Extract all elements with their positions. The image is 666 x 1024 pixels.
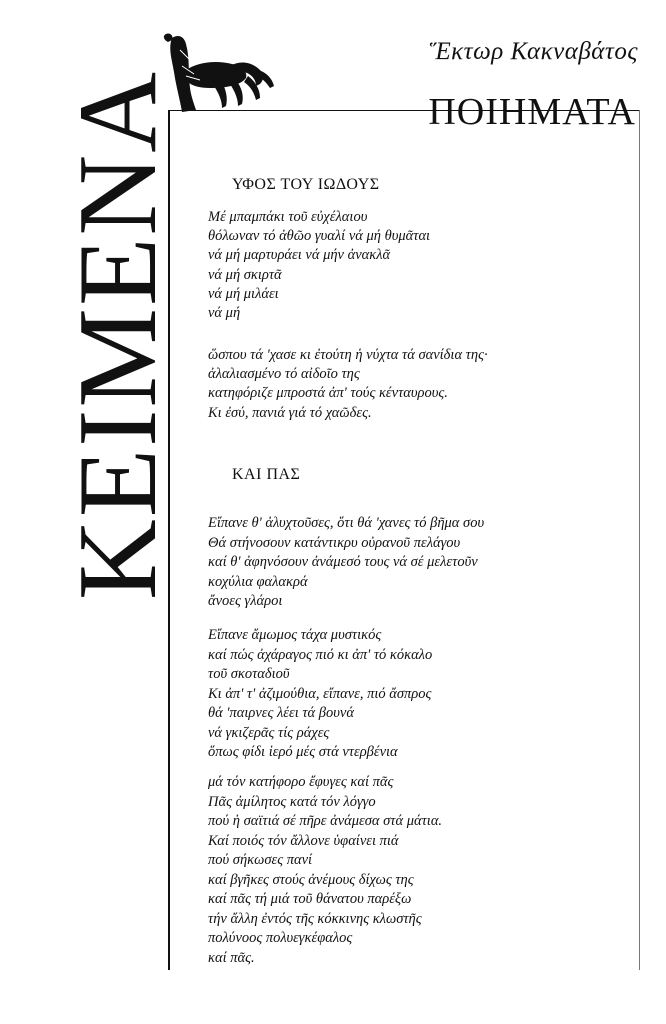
poem-title-2: ΚΑΙ ΠΑΣ: [232, 466, 301, 483]
author-name: Ἕκτωρ Κακναβάτος: [429, 38, 638, 65]
verse-line: ὅπως φίδι ἱερό μές στά ντερβένια: [208, 744, 398, 760]
verse-line: Μέ μπαμπάκι τοῦ εὐχέλαιου: [208, 209, 368, 225]
verse-line: Καί ποιός τόν ἄλλονε ὑφαίνει πιά: [208, 832, 399, 849]
verse-line: καί βγῆκες στούς ἀνέμους δίχως της: [208, 871, 414, 888]
verse-line: νά μή μιλάει: [208, 285, 279, 302]
verse-line: μά τόν κατήφορο ἔφυγες καί πᾶς: [208, 774, 394, 790]
verse-line: τήν ἄλλη ἐντός τῆς κόκκινης κλωστῆς: [208, 910, 422, 927]
verse-line: κατηφόριζε μπροστά ἀπ' τούς κένταυρους.: [208, 385, 448, 402]
verse-line: Κι ἀπ' τ' ἀζιμούθια, εἴπανε, πιό ἄσπρος: [208, 685, 432, 702]
magazine-title: [56, 69, 180, 601]
verse-line: θόλωναν τό ἀθῶο γυαλί νά μή θυμᾶται: [208, 228, 431, 245]
poem-2-stanza-3: [208, 773, 442, 968]
poem-2-stanza-2: [208, 626, 432, 763]
verse-line: τοῦ σκοταδιοῦ: [208, 666, 290, 682]
verse-line: νά μή σκιρτᾶ: [208, 266, 282, 283]
frame-right-line: [639, 110, 640, 970]
verse-line: ἄνοες γλάροι: [208, 593, 283, 609]
verse-line: νά γκιζερᾶς τίς ράχες: [208, 724, 330, 741]
verse-line: Εἴπανε θ' ἀλυχτοῦσες, ὅτι θά 'χανες τό βῆμα σου: [208, 515, 485, 531]
verse-line: καί πᾶς τή μιά τοῦ θάνατου παρέξω: [208, 891, 412, 907]
hand-illustration: [160, 30, 280, 115]
verse-line: πού σήκωσες πανί: [208, 852, 313, 868]
verse-line: πολύνοος πολυεγκέφαλος: [208, 930, 353, 946]
frame-left-line: [168, 110, 170, 970]
verse-line: κοχύλια φαλακρά: [208, 573, 308, 590]
verse-line: νά μή: [208, 305, 241, 322]
poem-2-stanza-1: [208, 514, 484, 612]
verse-line: ἀλαλιασμένο τό αἰδοῖο της: [208, 366, 360, 383]
verse-line: ὥσπου τά 'χασε κι ἐτούτη ἡ νύχτα τά σανίδια της·: [208, 347, 488, 363]
magazine-title-text: ΚΕΙΜΕΝΑ: [56, 69, 180, 601]
section-heading: ΠΟΙΗΜΑΤΑ: [428, 91, 636, 133]
verse-line: καί πώς ἀχάραγος πιό κι ἀπ' τό κόκαλο: [208, 646, 433, 663]
verse-line: Πᾶς ἀμίλητος κατά τόν λόγγο: [208, 793, 376, 810]
poem-title-1: ΥΦΟΣ ΤΟΥ ΙΩΔΟΥΣ: [232, 176, 380, 193]
verse-line: θά 'παιρνες λέει τά βουνά: [208, 705, 354, 721]
poem-1-stanza-2: [208, 346, 488, 423]
verse-line: καί θ' ἀφηνόσουν ἀνάμεσό τους νά σέ μελετοῦν: [208, 554, 478, 570]
verse-line: Θά στήνοσουν κατάντικρυ οὐρανοῦ πελάγου: [208, 534, 461, 551]
poem-1-stanza-1: [208, 208, 430, 323]
verse-line: πού ἡ σαϊτιά σέ πῆρε ἀνάμεσα στά μάτια.: [208, 813, 443, 829]
verse-line: Κι ἐσύ, πανιά γιά τό χαῶδες.: [208, 404, 372, 421]
verse-line: νά μή μαρτυράει νά μήν ἀνακλᾶ: [208, 247, 391, 264]
verse-line: καί πᾶς.: [208, 949, 255, 966]
verse-line: Εἴπανε ἄμωμος τάχα μυστικός: [208, 627, 382, 643]
